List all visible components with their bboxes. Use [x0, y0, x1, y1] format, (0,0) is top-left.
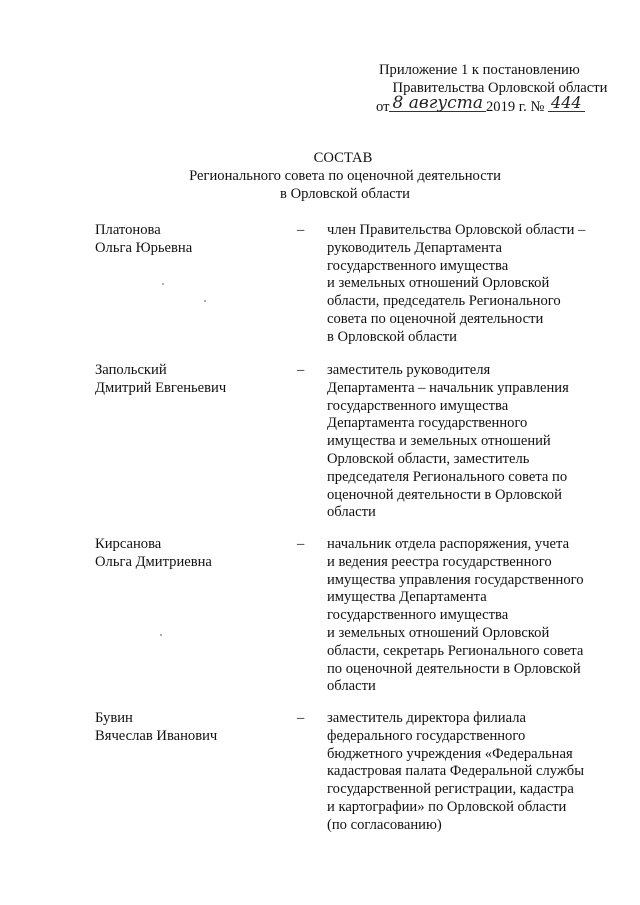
handwritten-number: 444 — [548, 95, 585, 112]
member-position — [327, 222, 617, 347]
position-line: государственной регистрации, кадастра — [327, 781, 574, 798]
member-surname: Платонова — [95, 222, 161, 238]
member-position — [327, 362, 617, 522]
position-line: имущества управления государственного — [327, 571, 584, 588]
member-dash: – — [297, 536, 305, 552]
position-line: области, председатель Регионального — [327, 293, 561, 310]
position-line: области — [327, 504, 376, 521]
position-line: кадастровая палата Федеральной службы — [327, 763, 585, 780]
member-name — [95, 222, 285, 258]
position-line: Департамента государственного — [327, 415, 528, 432]
position-line: председателя Регионального совета по — [327, 468, 568, 485]
member-given-names: Дмитрий Евгеньевич — [95, 379, 227, 396]
member-position — [327, 710, 617, 835]
year-and-number-label: 2019 г. № — [485, 98, 545, 115]
appendix-header — [376, 62, 619, 116]
member-surname: Бувин — [95, 710, 133, 726]
position-line: член Правительства Орловской области – — [327, 222, 586, 238]
position-line: и ведения реестра государственного — [327, 553, 552, 570]
appendix-line-1: Приложение 1 к постановлению — [379, 62, 580, 78]
appendix-date-line — [376, 92, 619, 117]
position-line: в Орловской области — [327, 328, 457, 345]
position-line: имущества и земельных отношений — [327, 433, 551, 450]
position-line: и земельных отношений Орловской — [327, 624, 550, 641]
member-name — [95, 710, 285, 746]
document-heading — [0, 150, 640, 203]
position-line: государственного имущества — [327, 397, 509, 414]
position-line: Департамента – начальник управления — [327, 379, 569, 396]
member-position — [327, 536, 617, 696]
member-dash: – — [297, 362, 305, 378]
document-title: СОСТАВ — [313, 150, 373, 166]
member-name — [95, 362, 285, 398]
position-line: государственного имущества — [327, 607, 509, 624]
position-line: Орловской области, заместитель — [327, 450, 530, 467]
appendix-line-2: Правительства Орловской области — [392, 79, 608, 96]
scan-speck — [204, 300, 206, 302]
position-line: области, секретарь Регионального совета — [327, 642, 584, 659]
handwritten-date: 8 августа — [389, 95, 485, 112]
document-subtitle-line-1: Регионального совета по оценочной деятельности — [189, 167, 501, 184]
scan-speck — [160, 634, 162, 636]
position-line: руководитель Департамента — [327, 239, 502, 256]
position-line: совета по оценочной деятельности — [327, 310, 544, 327]
position-line: и земельных отношений Орловской — [327, 275, 550, 292]
position-line: федерального государственного — [327, 727, 526, 744]
from-label: от — [376, 98, 390, 115]
member-given-names: Ольга Дмитриевна — [95, 553, 212, 570]
member-given-names: Ольга Юрьевна — [95, 239, 193, 256]
member-surname: Кирсанова — [95, 536, 162, 552]
member-name — [95, 536, 285, 572]
position-line: (по согласованию) — [327, 816, 442, 833]
position-line: имущества Департамента — [327, 589, 487, 606]
scan-speck — [162, 283, 164, 285]
position-line: заместитель руководителя — [327, 362, 491, 378]
position-line: по оценочной деятельности в Орловской — [327, 660, 581, 677]
position-line: государственного имущества — [327, 257, 509, 274]
member-given-names: Вячеслав Иванович — [95, 727, 218, 744]
position-line: бюджетного учреждения «Федеральная — [327, 745, 573, 762]
position-line: области — [327, 678, 376, 695]
member-surname: Запольский — [95, 362, 167, 378]
position-line: заместитель директора филиала — [327, 710, 526, 726]
member-dash: – — [297, 710, 305, 726]
position-line: и картографии» по Орловской области — [327, 798, 567, 815]
position-line: оценочной деятельности в Орловской — [327, 486, 562, 503]
document-subtitle-line-2: в Орловской области — [280, 185, 410, 202]
position-line: начальник отдела распоряжения, учета — [327, 536, 570, 552]
member-dash: – — [297, 222, 305, 238]
